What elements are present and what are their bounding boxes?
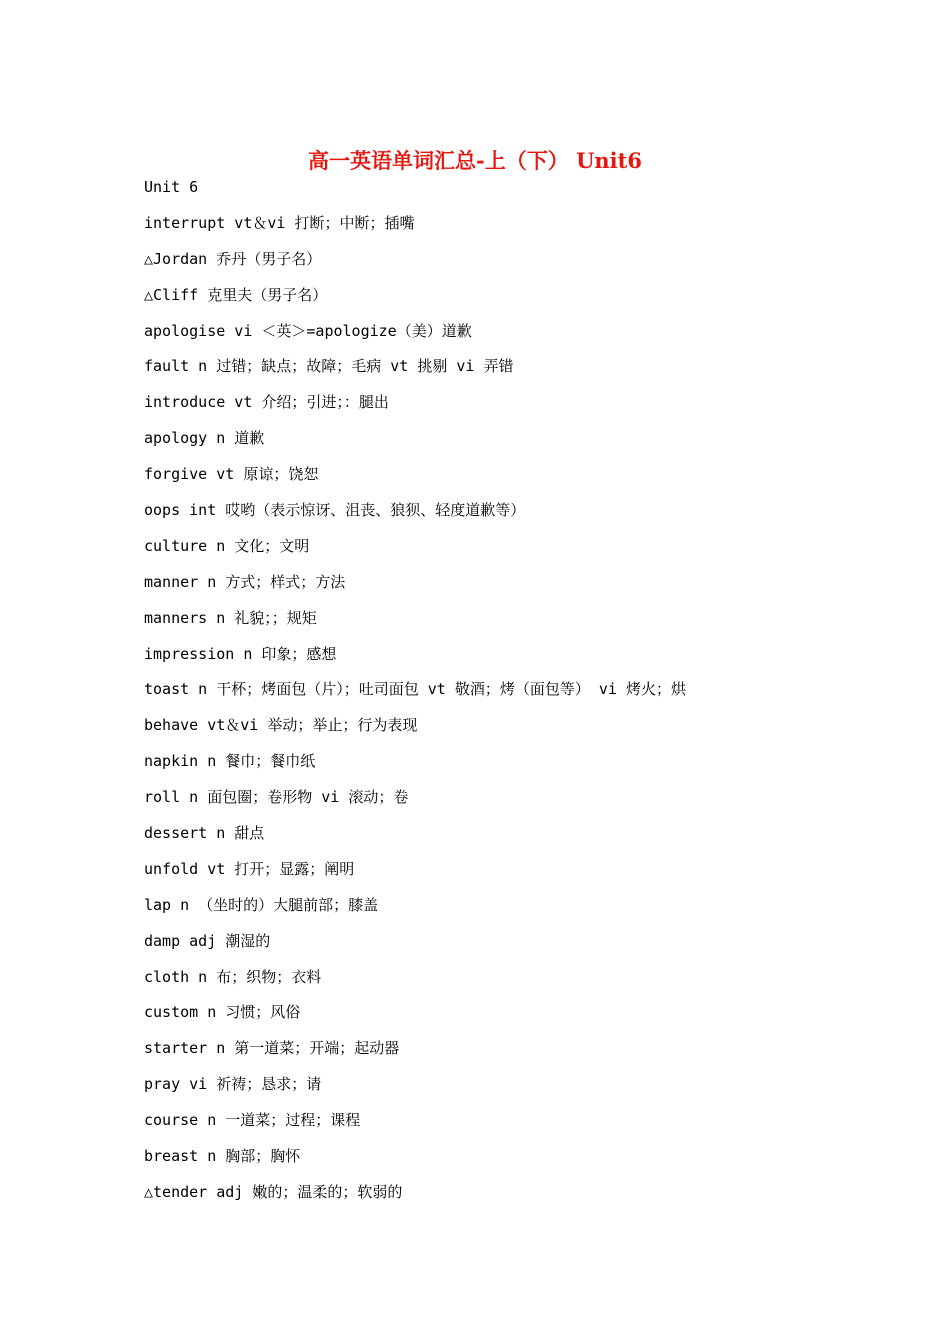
vocab-line: fault n 过错；缺点；故障；毛病 vt 挑剔 vi 弄错 xyxy=(144,357,514,376)
vocab-line: toast n 干杯；烤面包（片）；吐司面包 vt 敬酒；烤（面包等） vi 烤火；烘 xyxy=(144,680,686,699)
document-title: 高一英语单词汇总-上（下） Unit6 xyxy=(308,148,642,173)
vocab-line: forgive vt 原谅；饶恕 xyxy=(144,465,319,484)
vocab-line: culture n 文化；文明 xyxy=(144,536,310,555)
vocab-line: unfold vt 打开；显露；阐明 xyxy=(144,859,355,878)
vocab-line: △tender adj 嫩的；温柔的；软弱的 xyxy=(144,1182,403,1201)
vocab-line: apologise vi ＜英＞=apologize（美）道歉 xyxy=(144,321,472,340)
vocab-line: lap n （坐时的）大腿前部；膝盖 xyxy=(144,895,379,914)
vocab-line: △Jordan 乔丹（男子名） xyxy=(144,249,322,268)
vocab-line: interrupt vt＆vi 打断；中断；插嘴 xyxy=(144,213,415,232)
vocab-line: △Cliff 克里夫（男子名） xyxy=(144,285,328,304)
vocab-line: manners n 礼貌；；规矩 xyxy=(144,608,317,627)
vocab-line: Unit 6 xyxy=(144,178,199,196)
vocab-line: apology n 道歉 xyxy=(144,429,265,448)
vocab-line: course n 一道菜；过程；课程 xyxy=(144,1111,361,1130)
vocab-line: oops int 哎哟（表示惊讶、沮丧、狼狈、轻度道歉等） xyxy=(144,501,526,520)
vocab-line: breast n 胸部；胸怀 xyxy=(144,1147,301,1166)
vocab-line: napkin n 餐巾；餐巾纸 xyxy=(144,752,316,771)
vocab-line: starter n 第一道菜；开端；起动器 xyxy=(144,1039,400,1058)
vocab-line: custom n 习惯；风俗 xyxy=(144,1003,301,1022)
vocab-line: damp adj 潮湿的 xyxy=(144,931,271,950)
vocab-line: roll n 面包圈；卷形物 vi 滚动；卷 xyxy=(144,788,409,807)
vocab-line: cloth n 布；织物；衣料 xyxy=(144,967,322,986)
vocab-line: behave vt＆vi 举动；举止；行为表现 xyxy=(144,716,418,735)
vocab-line: introduce vt 介绍；引进；：腿出 xyxy=(144,393,389,412)
vocab-line: impression n 印象；感想 xyxy=(144,644,337,663)
vocabulary-list xyxy=(144,174,864,1215)
vocab-line: manner n 方式；样式；方法 xyxy=(144,572,346,591)
vocab-line: dessert n 甜点 xyxy=(144,824,265,843)
vocab-line: pray vi 祈祷；恳求；请 xyxy=(144,1075,322,1094)
